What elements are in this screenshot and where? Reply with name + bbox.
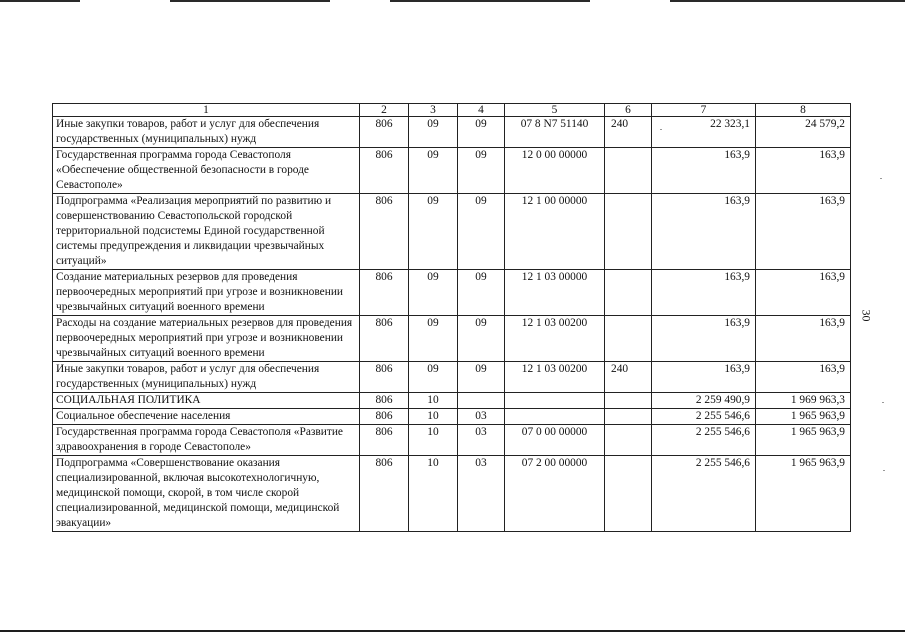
cell-section: 09 [409, 362, 458, 393]
cell-expense-type [605, 148, 652, 194]
cell-amount-year-1: 163,9 [652, 148, 756, 194]
table-row [53, 148, 851, 194]
cell-subsection: 09 [458, 194, 505, 270]
cell-name: Государственная программа города Севастополя «Обеспечение общественной безопасности в городе Севастополе» [53, 148, 360, 194]
cell-section: 09 [409, 194, 458, 270]
cell-expense-type: 240 [605, 117, 652, 148]
budget-table [52, 103, 851, 532]
cell-section: 10 [409, 425, 458, 456]
cell-target-article: 12 1 03 00000 [505, 270, 605, 316]
table-row [53, 425, 851, 456]
cell-section: 10 [409, 409, 458, 425]
cell-department-code: 806 [360, 270, 409, 316]
cell-name: Иные закупки товаров, работ и услуг для обеспечения государственных (муниципальных) нужд [53, 117, 360, 148]
cell-section: 09 [409, 316, 458, 362]
scan-top-edge-gap [590, 0, 670, 2]
cell-department-code: 806 [360, 117, 409, 148]
cell-department-code: 806 [360, 316, 409, 362]
table-row [53, 194, 851, 270]
cell-expense-type: 240 [605, 362, 652, 393]
cell-subsection: 09 [458, 148, 505, 194]
cell-target-article: 12 1 03 00200 [505, 362, 605, 393]
table-row [53, 270, 851, 316]
table-row [53, 362, 851, 393]
cell-amount-year-2: 1 969 963,3 [756, 393, 851, 409]
cell-department-code: 806 [360, 148, 409, 194]
cell-amount-year-1: 22 323,1 [652, 117, 756, 148]
scan-speck [880, 178, 882, 179]
cell-subsection: 09 [458, 270, 505, 316]
cell-target-article: 07 8 N7 51140 [505, 117, 605, 148]
cell-department-code: 806 [360, 393, 409, 409]
cell-subsection [458, 393, 505, 409]
cell-expense-type [605, 409, 652, 425]
cell-section: 10 [409, 393, 458, 409]
cell-department-code: 806 [360, 456, 409, 532]
cell-name: Подпрограмма «Совершенствование оказания специализированной, включая высокотехнологичную, медицинской помощи, скорой, в том числе скорой специализированной, медицинской помощи, медицинской эвакуации» [53, 456, 360, 532]
cell-amount-year-2: 163,9 [756, 148, 851, 194]
cell-target-article: 12 1 00 00000 [505, 194, 605, 270]
cell-amount-year-1: 163,9 [652, 362, 756, 393]
column-header: 1 [53, 104, 360, 117]
cell-section: 09 [409, 148, 458, 194]
cell-amount-year-1: 2 255 546,6 [652, 425, 756, 456]
cell-amount-year-1: 163,9 [652, 316, 756, 362]
cell-expense-type [605, 425, 652, 456]
scan-speck [883, 470, 885, 471]
cell-amount-year-1: 2 255 546,6 [652, 456, 756, 532]
cell-amount-year-1: 2 259 490,9 [652, 393, 756, 409]
cell-subsection: 03 [458, 425, 505, 456]
cell-department-code: 806 [360, 362, 409, 393]
cell-department-code: 806 [360, 409, 409, 425]
column-header: 3 [409, 104, 458, 117]
column-header: 7 [652, 104, 756, 117]
cell-expense-type [605, 393, 652, 409]
cell-amount-year-2: 163,9 [756, 316, 851, 362]
column-header: 6 [605, 104, 652, 117]
cell-amount-year-1: 163,9 [652, 270, 756, 316]
cell-name: Государственная программа города Севастополя «Развитие здравоохранения в городе Севастополе» [53, 425, 360, 456]
table-row [53, 456, 851, 532]
cell-target-article: 07 2 00 00000 [505, 456, 605, 532]
cell-name: Иные закупки товаров, работ и услуг для обеспечения государственных (муниципальных) нужд [53, 362, 360, 393]
cell-target-article: 07 0 00 00000 [505, 425, 605, 456]
cell-amount-year-2: 163,9 [756, 270, 851, 316]
cell-subsection: 09 [458, 362, 505, 393]
cell-section: 10 [409, 456, 458, 532]
cell-name: Расходы на создание материальных резервов для проведения первоочередных мероприятий при угрозе и возникновении чрезвычайных ситуаций военного времени [53, 316, 360, 362]
scan-speck [882, 402, 884, 403]
cell-expense-type [605, 316, 652, 362]
cell-section: 09 [409, 117, 458, 148]
cell-department-code: 806 [360, 425, 409, 456]
cell-expense-type [605, 194, 652, 270]
column-header: 2 [360, 104, 409, 117]
cell-section: 09 [409, 270, 458, 316]
scan-bottom-edge [0, 630, 905, 632]
page-number: 30 [859, 309, 874, 322]
cell-target-article [505, 409, 605, 425]
table-body [53, 104, 851, 532]
cell-amount-year-1: 2 255 546,6 [652, 409, 756, 425]
cell-amount-year-2: 24 579,2 [756, 117, 851, 148]
cell-amount-year-2: 1 965 963,9 [756, 425, 851, 456]
cell-department-code: 806 [360, 194, 409, 270]
cell-amount-year-2: 1 965 963,9 [756, 456, 851, 532]
cell-expense-type [605, 456, 652, 532]
cell-amount-year-2: 163,9 [756, 194, 851, 270]
table-row [53, 117, 851, 148]
cell-expense-type [605, 270, 652, 316]
cell-subsection: 03 [458, 409, 505, 425]
cell-amount-year-2: 163,9 [756, 362, 851, 393]
column-header: 4 [458, 104, 505, 117]
cell-name: Подпрограмма «Реализация мероприятий по развитию и совершенствованию Севастопольской городской территориальной подсистемы Единой государственной системы предупреждения и ликвидации чрезвычайных ситуаций» [53, 194, 360, 270]
cell-amount-year-2: 1 965 963,9 [756, 409, 851, 425]
cell-subsection: 09 [458, 316, 505, 362]
table-row [53, 316, 851, 362]
cell-amount-year-1: 163,9 [652, 194, 756, 270]
cell-name: СОЦИАЛЬНАЯ ПОЛИТИКА [53, 393, 360, 409]
cell-name: Создание материальных резервов для проведения первоочередных мероприятий при угрозе и возникновении чрезвычайных ситуаций военного времени [53, 270, 360, 316]
cell-name: Социальное обеспечение населения [53, 409, 360, 425]
table-row [53, 393, 851, 409]
scan-top-edge-gap [80, 0, 170, 2]
cell-subsection: 03 [458, 456, 505, 532]
scan-top-edge-gap [330, 0, 390, 2]
cell-target-article [505, 393, 605, 409]
column-header: 8 [756, 104, 851, 117]
table-header-row [53, 104, 851, 117]
cell-target-article: 12 0 00 00000 [505, 148, 605, 194]
cell-subsection: 09 [458, 117, 505, 148]
cell-target-article: 12 1 03 00200 [505, 316, 605, 362]
table-row [53, 409, 851, 425]
column-header: 5 [505, 104, 605, 117]
